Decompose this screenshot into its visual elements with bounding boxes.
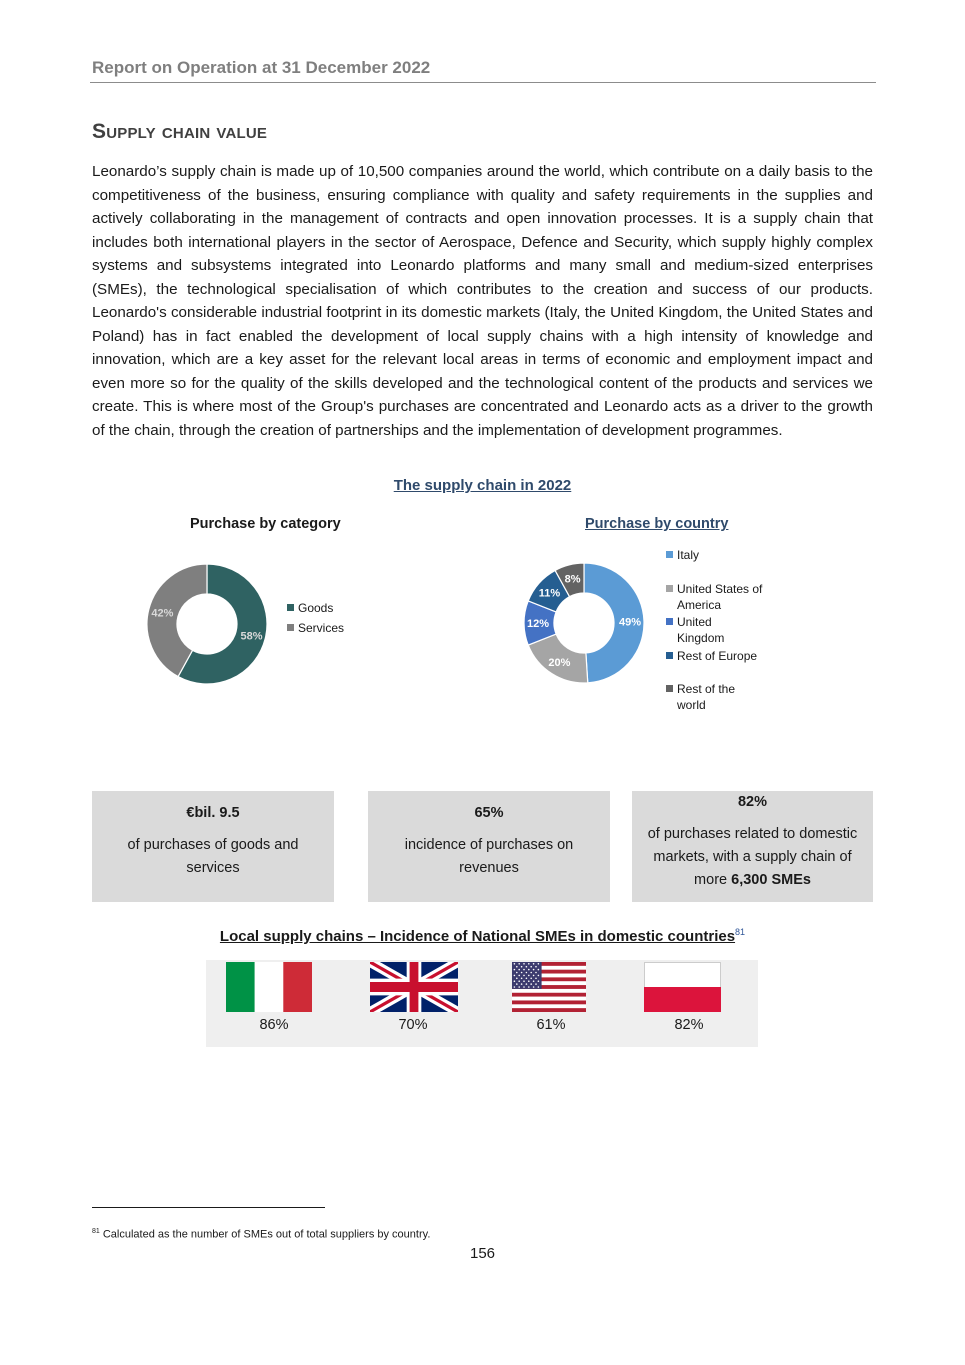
header-divider (90, 82, 876, 83)
footnote: $^{81}$ Calculated as the number of SMEs out of total suppliers by country. (92, 1228, 431, 1241)
kpi-text: of purchases of goods and services (127, 837, 299, 876)
uk-percentage: 70% (398, 1017, 428, 1033)
italy-flag-icon (226, 962, 312, 1012)
legend-item-services: Services (287, 620, 344, 636)
poland-flag-icon (644, 962, 721, 1012)
donut-data-label: 12% (526, 618, 550, 630)
legend-item-goods: Goods (287, 600, 333, 616)
usa-flag-icon (512, 962, 586, 1012)
legend-swatch (666, 618, 673, 625)
page-number: 156 (469, 1245, 496, 1262)
local-supply-chains-title: Local supply chains – Incidence of National SMEs in domestic countries$^{81}$ (219, 927, 746, 945)
section-body: Leonardo’s supply chain is made up of 10,500 companies around the world, which contribute on a daily basis to the competitiveness of the business, ensuring compliance with quality and safety requirements in the supplies and actively collaborating in the management of contracts and open innovation processes. It is a supply chain that includes both international players in the sector of Aerospace, Defence and Security, which supply highly complex systems and subsystems integrated into Leonardo platforms and many small and medium-sized enterprises (SMEs), the technological specialisation of which contributes to the creation and success of our products. Leonardo's considerable industrial footprint in its domestic markets (Italy, the United Kingdom, the United States and Poland) has in fact enabled the development of local supply chains with a high intensity of knowledge and innovation, which are a key asset for the relevant local areas in terms of economic and employment impact and even more so for the quality of the skills developed and the technological content of the products and services we create. This is where most of the Group's purchases are concentrated and Leonardo acts as a driver to the growth of the chain, through the creation of partnerships and the implementation of development programmes. (92, 163, 873, 439)
donut-data-label: 42% (151, 607, 174, 620)
donut-data-label: 58% (240, 630, 263, 643)
legend-swatch (287, 624, 294, 631)
legend-swatch (666, 585, 673, 592)
donut-data-label: 20% (548, 656, 571, 669)
legend-item-usa: United States of America (666, 581, 767, 613)
kpi-text: incidence of purchases on revenues (404, 837, 574, 876)
kpi-text: of purchases related to domestic markets, with a supply chain of more 6,300 SMEs (647, 826, 858, 888)
legend-item-rest-of-world: Rest of the world (666, 681, 747, 713)
italy-percentage: 86% (259, 1017, 289, 1033)
usa-percentage: 61% (536, 1017, 566, 1033)
report-header-title: Report on Operation at 31 December 2022 (92, 58, 431, 77)
legend-item-rest-of-europe: Rest of Europe (666, 648, 757, 664)
flags-panel (206, 960, 758, 1047)
footnote-divider (92, 1207, 325, 1208)
donut-chart-category (146, 563, 268, 685)
kpi-box-domestic (632, 791, 873, 902)
charts-heading: The supply chain in 2022 (393, 477, 572, 494)
footnote-ref[interactable]: 81 (735, 927, 746, 937)
donut-data-label: 49% (618, 616, 641, 629)
legend-item-italy: Italy (666, 547, 699, 563)
kpi-box-purchases (92, 791, 334, 902)
poland-percentage: 82% (674, 1017, 704, 1033)
chart-title-category: Purchase by category (190, 516, 341, 532)
kpi-value: €bil. 9.5 (186, 805, 240, 821)
kpi-box-incidence (368, 791, 610, 902)
uk-flag-icon (370, 962, 458, 1012)
legend-swatch (666, 652, 673, 659)
section-title: Supply chain value (92, 120, 268, 143)
chart-title-country: Purchase by country (585, 516, 729, 532)
donut-data-label: 11% (538, 587, 561, 600)
kpi-value: 82% (737, 794, 768, 810)
kpi-value: 65% (474, 805, 504, 821)
legend-swatch (666, 551, 673, 558)
donut-chart-country (523, 562, 645, 684)
legend-item-uk: United Kingdom (666, 614, 747, 646)
legend-swatch (666, 685, 673, 692)
legend-swatch (287, 604, 294, 611)
donut-data-label: 8% (564, 573, 581, 586)
